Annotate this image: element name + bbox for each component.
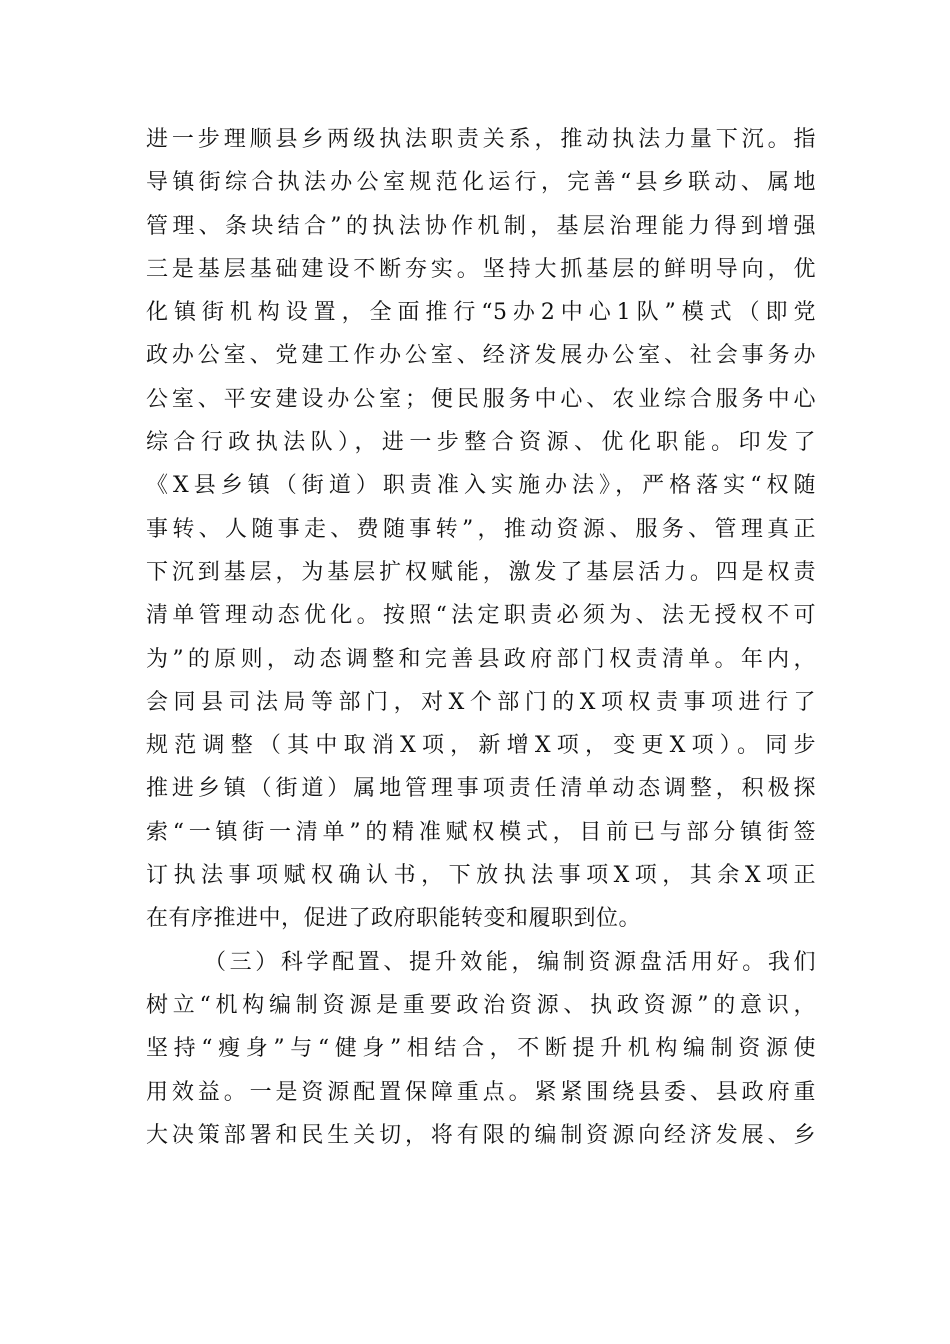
text-line: 订执法事项赋权确认书，下放执法事项X项，其余X项正 bbox=[146, 863, 816, 889]
text-line: 索“一镇街一清单”的精准赋权模式，目前已与部分镇街签 bbox=[146, 819, 816, 845]
text-line: 清单管理动态优化。按照“法定职责必须为、法无授权不可 bbox=[146, 603, 816, 629]
text-line: 树立“机构编制资源是重要政治资源、执政资源”的意识， bbox=[146, 992, 816, 1018]
text-line: 推进乡镇（街道）属地管理事项责任清单动态调整，积极探 bbox=[146, 776, 816, 802]
text-line: 规范调整（其中取消X项，新增X项，变更X项）。同步 bbox=[146, 733, 816, 759]
text-line: 政办公室、党建工作办公室、经济发展办公室、社会事务办 bbox=[146, 343, 816, 369]
text-line: 事转、人随事走、费随事转”，推动资源、服务、管理真正 bbox=[146, 516, 816, 542]
text-line: 《X县乡镇（街道）职责准入实施办法》，严格落实“权随 bbox=[146, 473, 816, 499]
text-line: 导镇街综合执法办公室规范化运行，完善“县乡联动、属地 bbox=[146, 170, 816, 196]
text-line: 进一步理顺县乡两级执法职责关系，推动执法力量下沉。指 bbox=[146, 127, 816, 152]
text-line: 会同县司法局等部门，对X个部门的X项权责事项进行了 bbox=[146, 689, 816, 715]
text-line: 大决策部署和民生关切，将有限的编制资源向经济发展、乡 bbox=[146, 1122, 816, 1148]
text-line: 为”的原则，动态调整和完善县政府部门权责清单。年内， bbox=[146, 646, 816, 672]
text-line: 在有序推进中，促进了政府职能转变和履职到位。 bbox=[146, 906, 642, 932]
text-line: 坚持“瘦身”与“健身”相结合，不断提升机构编制资源使 bbox=[146, 1036, 816, 1062]
text-line: 化镇街机构设置，全面推行“5办2中心1队”模式（即党 bbox=[146, 300, 816, 326]
body-text bbox=[146, 118, 816, 1157]
text-line: 公室、平安建设办公室；便民服务中心、农业综合服务中心 bbox=[146, 386, 816, 412]
text-line: 管理、条块结合”的执法协作机制，基层治理能力得到增强 bbox=[146, 213, 816, 239]
section-heading-line: （三）科学配置、提升效能，编制资源盘活用好。我们 bbox=[204, 949, 816, 975]
text-line: 综合行政执法队），进一步整合资源、优化职能。印发了 bbox=[146, 430, 816, 456]
text-line: 下沉到基层，为基层扩权赋能，激发了基层活力。四是权责 bbox=[146, 559, 816, 585]
text-line: 三是基层基础建设不断夯实。坚持大抓基层的鲜明导向，优 bbox=[146, 256, 816, 282]
text-line: 用效益。一是资源配置保障重点。紧紧围绕县委、县政府重 bbox=[146, 1079, 816, 1105]
